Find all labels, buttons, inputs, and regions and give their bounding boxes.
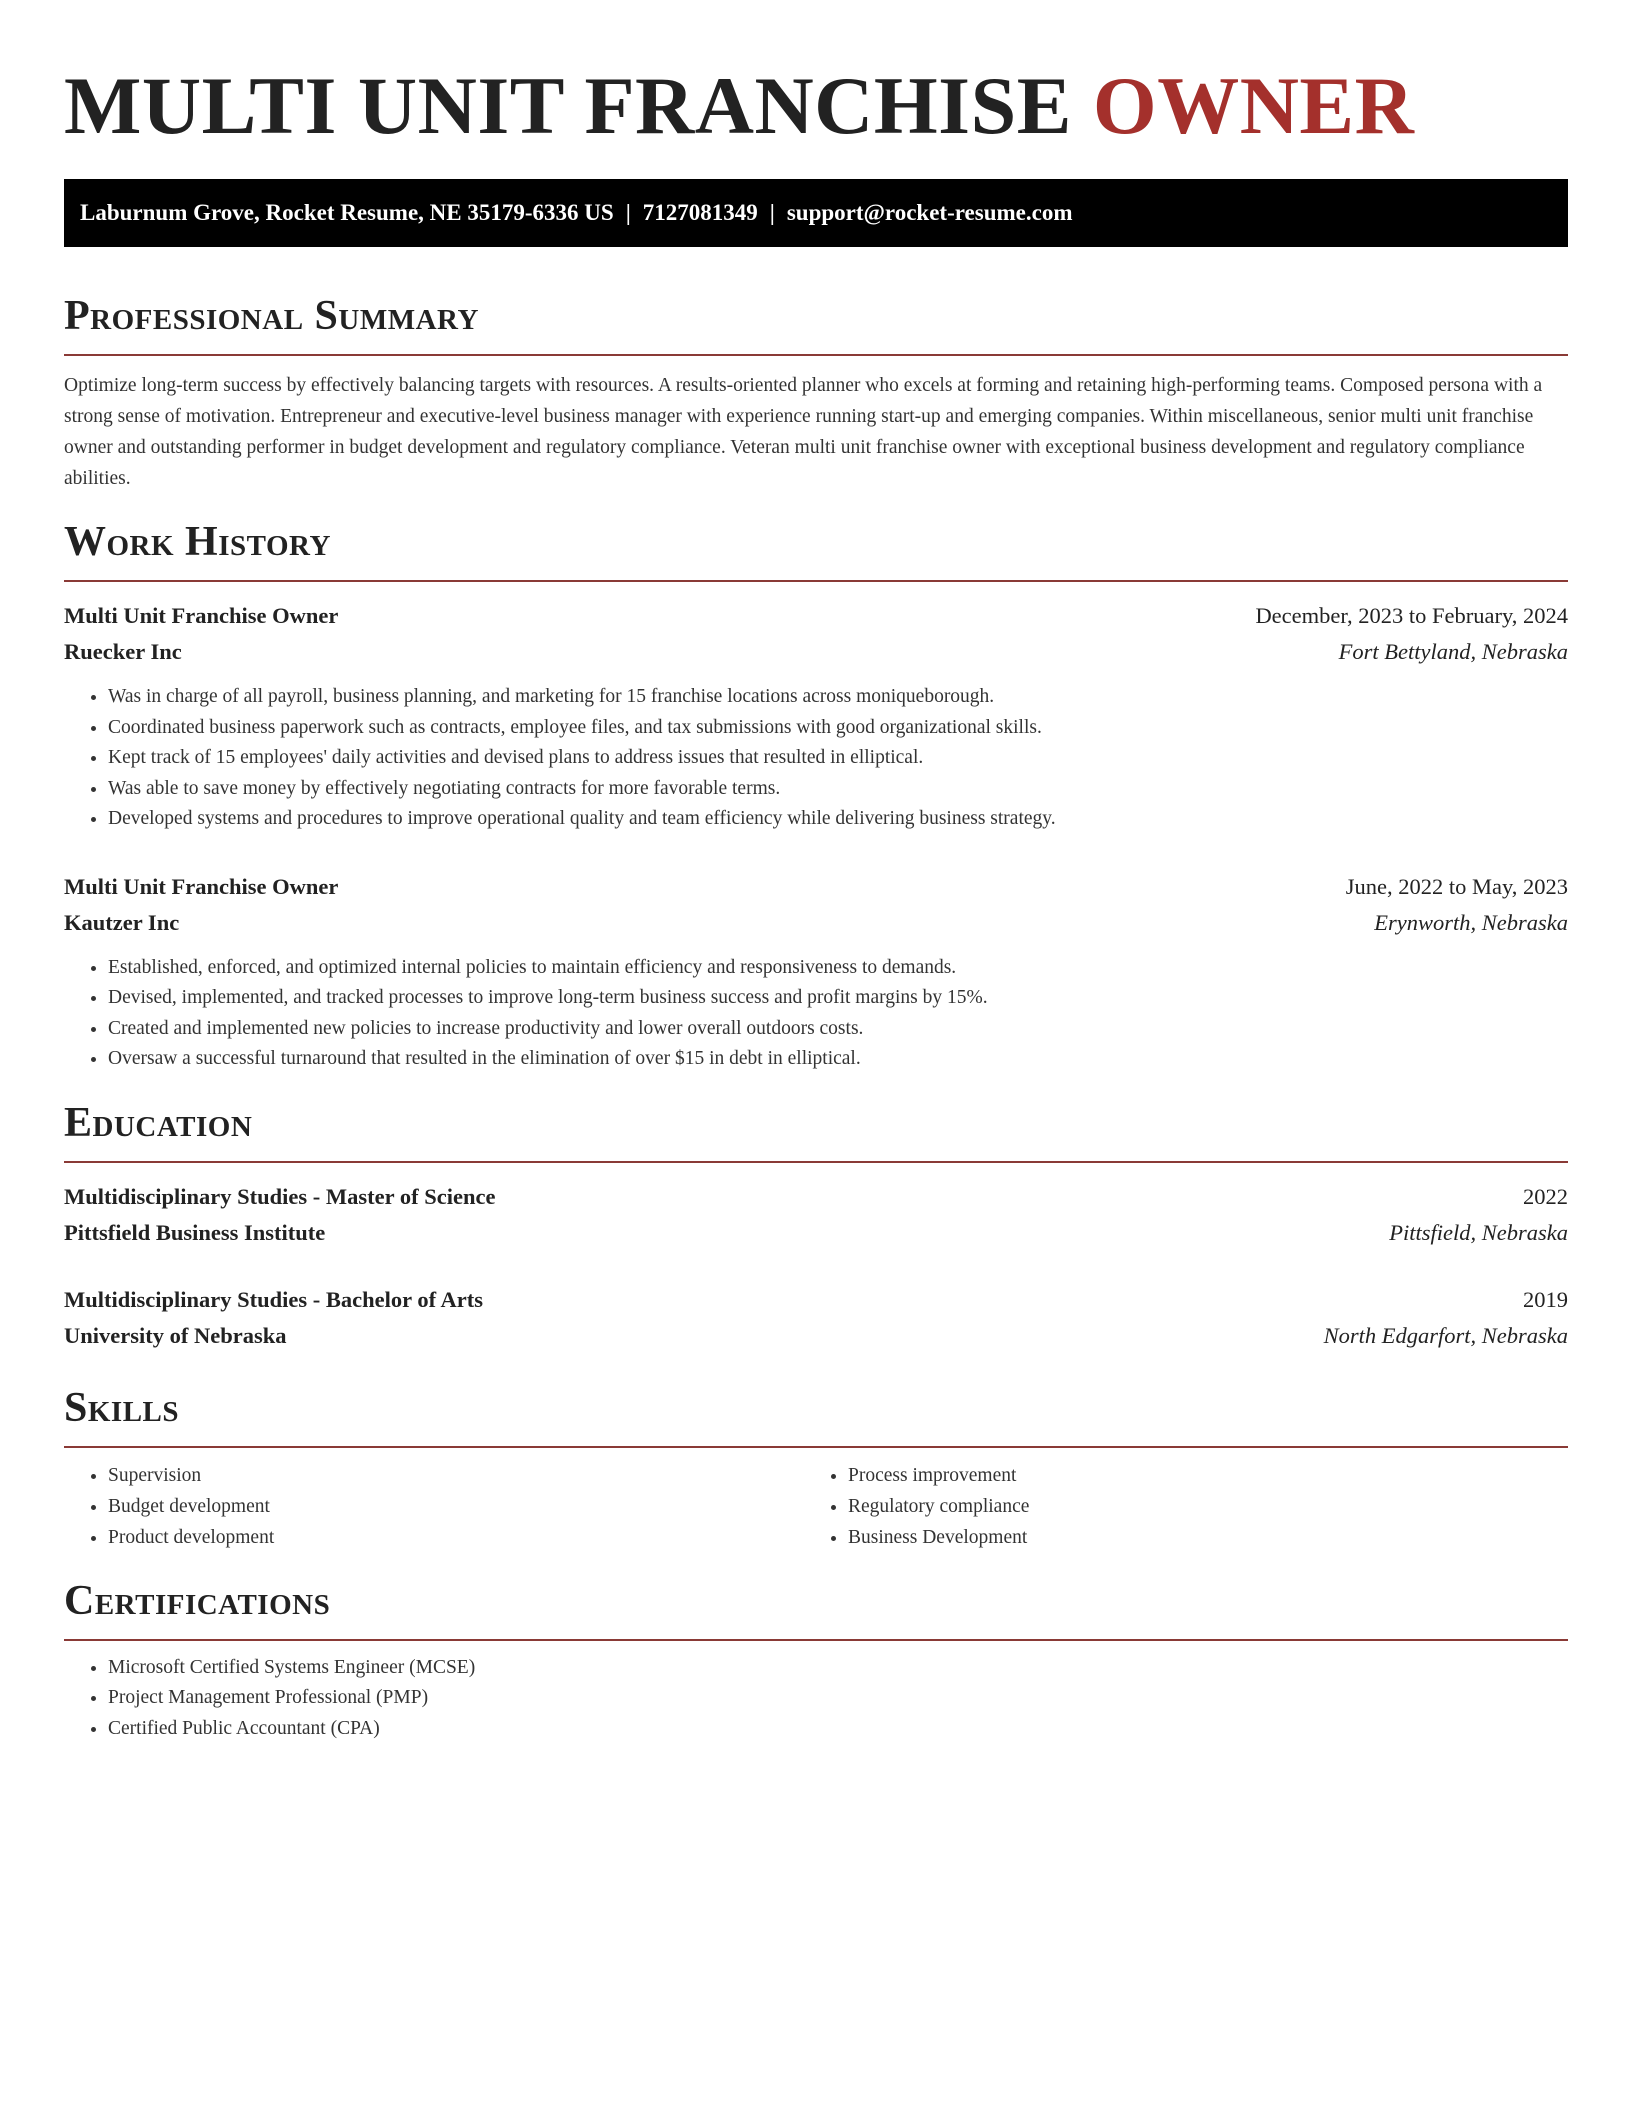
job-bullets (64, 682, 1568, 835)
job-location: Fort Bettyland, Nebraska (1338, 639, 1568, 664)
job-company: Ruecker Inc (64, 639, 182, 664)
page-title (64, 0, 1568, 154)
education-degree-row (64, 1179, 1568, 1215)
skills-column-left (64, 1460, 804, 1553)
list-item: • Was in charge of all payroll, business planning, and marketing for 15 franchise locations across moniqueborough. (108, 682, 1568, 713)
education-degree: Multidisciplinary Studies - Bachelor of Arts (64, 1286, 483, 1312)
skills-section (64, 1382, 1568, 1553)
list-item: • Developed systems and procedures to improve operational quality and team efficiency while delivering business strategy. (108, 804, 1568, 835)
contact-email[interactable]: support@rocket-resume.com (786, 200, 1073, 225)
skills-grid (64, 1460, 1568, 1553)
list-item: • Certified Public Accountant (CPA) (108, 1714, 1568, 1745)
contact-separator: | (625, 200, 631, 225)
job-header-row (64, 869, 1568, 905)
section-divider (64, 1639, 1568, 1641)
list-item: • Devised, implemented, and tracked processes to improve long-term business success and profit margins by 15%. (108, 983, 1568, 1014)
summary-heading: Professional Summary (64, 293, 479, 339)
job-title: Multi Unit Franchise Owner (64, 873, 339, 899)
certifications-section (64, 1575, 1568, 1745)
education-heading: Education (64, 1099, 253, 1146)
skills-heading: Skills (64, 1384, 180, 1431)
job-company: Kautzer Inc (64, 909, 180, 935)
education-location: North Edgarfort, Nebraska (1323, 1322, 1568, 1348)
resume-page (64, 0, 1568, 1744)
education-school-row (64, 1318, 1568, 1354)
education-degree: Multidisciplinary Studies - Master of Science (64, 1183, 496, 1209)
job-dates: December, 2023 to February, 2024 (1255, 603, 1568, 628)
section-divider (64, 354, 1568, 356)
education-year: 2019 (1523, 1286, 1568, 1312)
job-entry (64, 869, 1568, 1075)
list-item: • Created and implemented new policies to increase productivity and lower overall outdoors costs. (108, 1014, 1568, 1045)
contact-phone[interactable]: 7127081349 (642, 200, 758, 225)
list-item: • Microsoft Certified Systems Engineer (MCSE) (108, 1653, 1568, 1684)
education-school: University of Nebraska (64, 1322, 287, 1348)
job-entry (64, 598, 1568, 835)
section-divider (64, 1161, 1568, 1163)
education-entry (64, 1282, 1568, 1354)
education-school: Pittsfield Business Institute (64, 1219, 326, 1245)
work-history-heading: Work History (64, 519, 331, 565)
list-item: • Kept track of 15 employees' daily activities and devised plans to address issues that resulted in elliptical. (108, 743, 1568, 774)
list-item: • Process improvement (848, 1460, 1544, 1491)
contact-bar (64, 179, 1568, 247)
job-header-row (64, 598, 1568, 634)
list-item: • Regulatory compliance (848, 1491, 1544, 1522)
work-history-section (64, 516, 1568, 1075)
education-school-row (64, 1215, 1568, 1251)
skills-column-right (804, 1460, 1544, 1553)
summary-text: Optimize long-term success by effectively balancing targets with resources. A results-oriented planner who excels at forming and retaining high-performing teams. Composed persona with a strong sense of motivation. Entrepreneur and executive-level business manager with experience running start-up and emerging companies. Within miscellaneous, senior multi unit franchise owner and outstanding performer in budget development and regulatory compliance. Veteran multi unit franchise owner with exceptional business development and regulatory compliance abilities. (64, 375, 1543, 489)
list-item: • Project Management Professional (PMP) (108, 1683, 1568, 1714)
education-degree-row (64, 1282, 1568, 1318)
list-item: • Established, enforced, and optimized internal policies to maintain efficiency and responsiveness to demands. (108, 953, 1568, 984)
section-divider (64, 580, 1568, 582)
job-company-row (64, 634, 1568, 670)
job-title: Multi Unit Franchise Owner (64, 603, 339, 628)
certifications-heading: Certifications (64, 1577, 331, 1624)
summary-section (64, 290, 1568, 494)
list-item: • Coordinated business paperwork such as contracts, employee files, and tax submissions with good organizational skills. (108, 713, 1568, 744)
list-item: • Product development (108, 1522, 804, 1553)
job-location: Erynworth, Nebraska (1374, 909, 1568, 935)
education-location: Pittsfield, Nebraska (1389, 1219, 1568, 1245)
list-item: • Oversaw a successful turnaround that resulted in the elimination of over $15 in debt in elliptical. (108, 1044, 1568, 1075)
job-company-row (64, 905, 1568, 941)
education-year: 2022 (1523, 1183, 1568, 1209)
job-dates: June, 2022 to May, 2023 (1345, 873, 1568, 899)
education-entry (64, 1179, 1568, 1251)
job-bullets (64, 953, 1568, 1075)
education-section (64, 1097, 1568, 1354)
list-item: • Business Development (848, 1522, 1544, 1553)
contact-separator: | (769, 200, 775, 225)
list-item: • Was able to save money by effectively negotiating contracts for more favorable terms. (108, 774, 1568, 805)
certifications-list (64, 1653, 1568, 1745)
contact-address: Laburnum Grove, Rocket Resume, NE 35179-6336 US (80, 200, 614, 225)
section-divider (64, 1446, 1568, 1448)
title-accent: OWNER (1092, 60, 1415, 151)
list-item: • Budget development (108, 1491, 804, 1522)
list-item: • Supervision (108, 1460, 804, 1491)
title-main: MULTI UNIT FRANCHISE (64, 60, 1072, 151)
